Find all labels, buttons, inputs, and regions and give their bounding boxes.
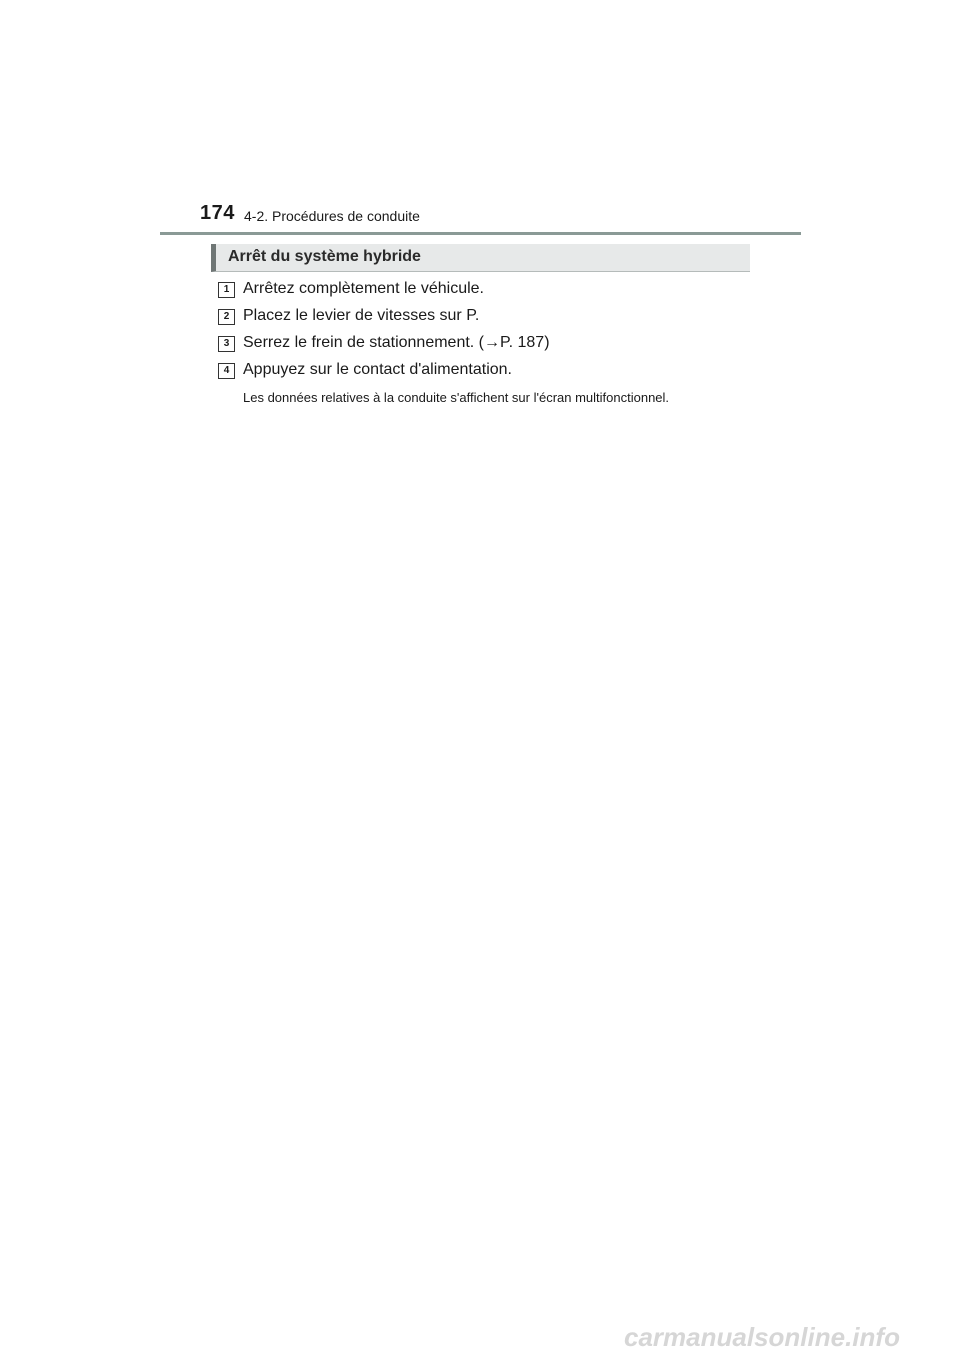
page-number: 174 — [200, 202, 235, 224]
watermark: carmanualsonline.info — [624, 1322, 900, 1352]
step-note: Les données relatives à la conduite s'affichent sur l'écran multifonctionnel. — [243, 390, 670, 405]
step-text: Appuyez sur le contact d'alimentation. — [243, 361, 512, 378]
step-number-badge: 4 — [218, 363, 235, 379]
header-divider — [160, 232, 801, 235]
section-heading: Arrêt du système hybride — [228, 248, 421, 265]
step-number-badge: 3 — [218, 336, 235, 352]
step-text: Arrêtez complètement le véhicule. — [243, 280, 484, 297]
section-reference: 4-2. Procédures de conduite — [244, 208, 420, 224]
step-number-badge: 1 — [218, 282, 235, 298]
step-text: Serrez le frein de stationnement. (→P. 187) — [243, 334, 550, 351]
step-number-badge: 2 — [218, 309, 235, 325]
section-heading-bar — [211, 244, 750, 272]
step-text: Placez le levier de vitesses sur P. — [243, 307, 480, 324]
